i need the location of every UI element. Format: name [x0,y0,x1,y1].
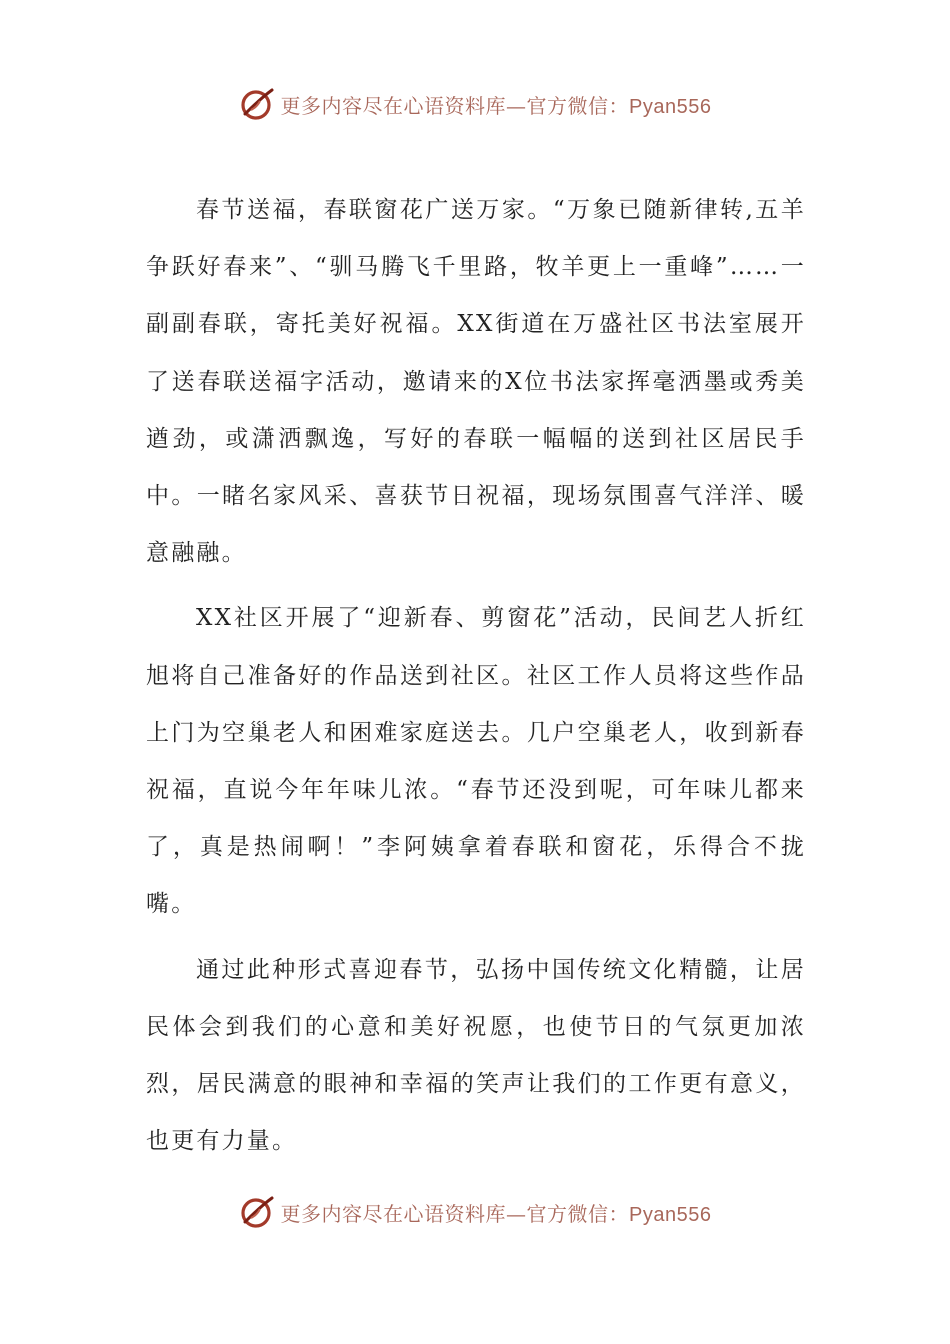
brush-logo-icon [239,86,275,122]
paragraph-1: 春节送福，春联窗花广送万家。“万象已随新律转,五羊争跃好春来”、“驯马腾飞千里路，牧羊更上一重峰”……一副副春联，寄托美好祝福。XX街道在万盛社区书法室展开了送春联送福字活动，邀请来的X位书法家挥毫洒墨或秀美遒劲，或潇洒飘逸，写好的春联一幅幅的送到社区居民手中。一睹名家风采、喜获节日祝福，现场氛围喜气洋洋、暖意融融。 [146,197,806,567]
document-body [146,182,806,1178]
watermark-text: 更多内容尽在心语资料库—官方微信： [280,93,630,118]
paragraph-3: 通过此种形式喜迎春节，弘扬中国传统文化精髓，让居民体会到我们的心意和美好祝愿，也使节日的气氛更加浓烈，居民满意的眼神和幸福的笑声让我们的工作更有意义，也更有力量。 [146,956,806,1155]
header-watermark [0,84,950,124]
paragraph-2: XX社区开展了“迎新春、剪窗花”活动，民间艺人折红旭将自己准备好的作品送到社区。社区工作人员将这些作品上门为空巢老人和困难家庭送去。几户空巢老人，收到新春祝福，直说今年年味儿浓。“春节还没到呢，可年味儿都来了，真是热闹啊！”李阿姨拿着春联和窗花，乐得合不拢嘴。 [146,605,806,918]
footer-watermark [0,1192,950,1232]
watermark-wechat-id: Pyan556 [629,1203,712,1226]
brush-logo-icon [239,1194,275,1230]
watermark-text: 更多内容尽在心语资料库—官方微信： [280,1201,630,1226]
watermark-wechat-id: Pyan556 [629,95,712,118]
